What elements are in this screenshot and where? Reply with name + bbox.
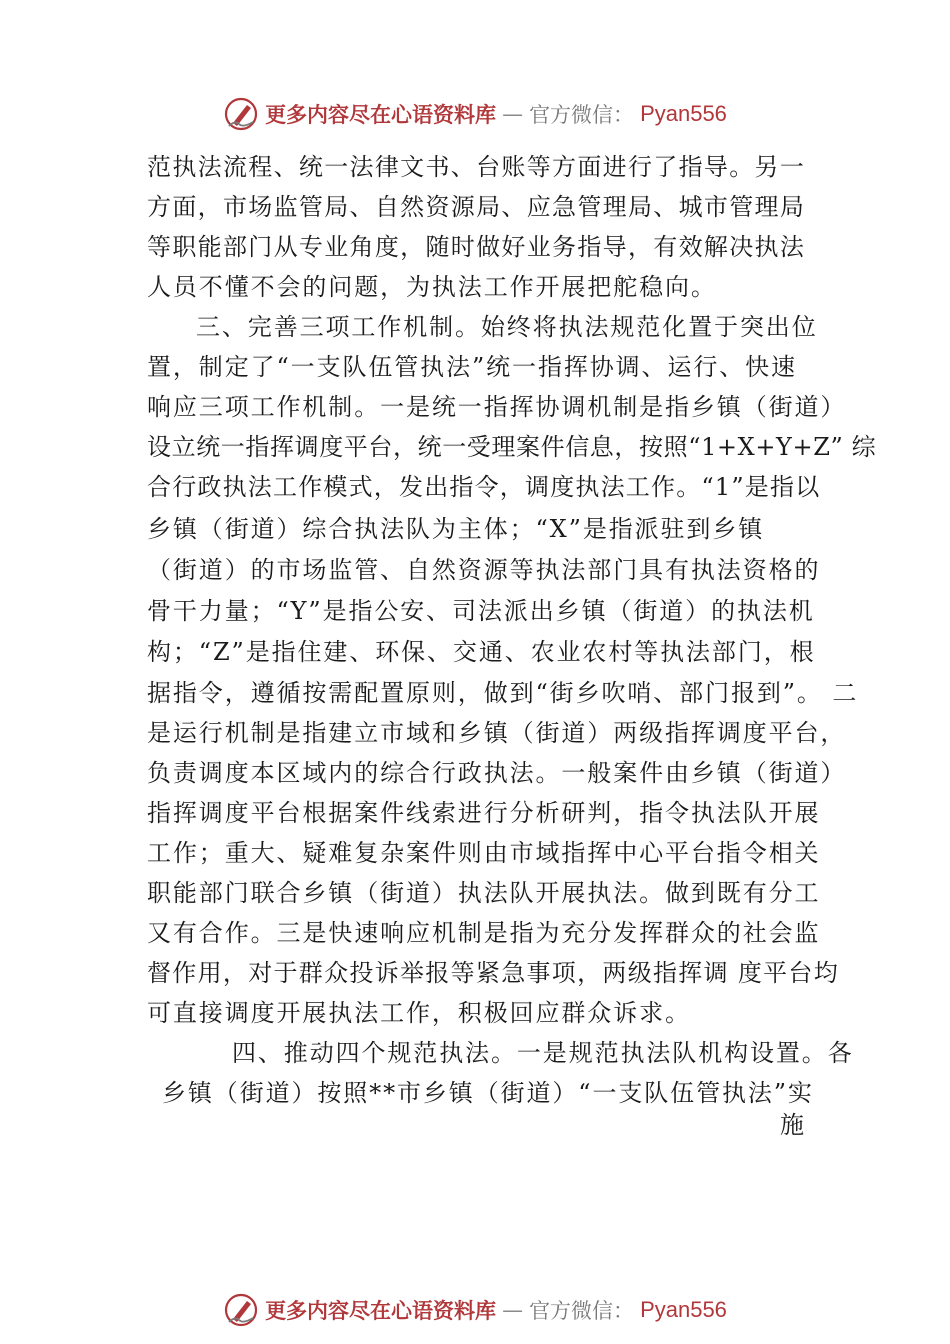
body-line-18: 工作；重大、疑难复杂案件则由市域指挥中心平台指令相关 (147, 839, 821, 867)
body-line-16: 负责调度本区域内的综合行政执法。一般案件由乡镇（街道） (147, 759, 847, 787)
body-line-8: 设立统一指挥调度平台，统一受理案件信息，按照“1+X+Y+Z” 综 (147, 433, 877, 461)
footer-site-text: 更多内容尽在心语资料库 (265, 1298, 497, 1323)
header-wechat-id: Pyan556 (640, 101, 727, 126)
body-line-15: 是运行机制是指建立市域和乡镇（街道）两级指挥调度平台， (147, 719, 847, 747)
body-line-4: 人员不懂不会的问题，为执法工作开展把舵稳向。 (147, 273, 717, 301)
header-dash: — (502, 102, 524, 126)
footer-dash: — (502, 1298, 524, 1322)
header-wechat-label: 官方微信： (529, 103, 635, 127)
body-line-23: 四、推动四个规范执法。一是规范执法队机构设置。各 (232, 1039, 854, 1067)
body-line-7: 响应三项工作机制。一是统一指挥协调机制是指乡镇（街道） (147, 393, 847, 421)
body-line-20: 又有合作。三是快速响应机制是指为充分发挥群众的社会监 (147, 919, 821, 947)
body-line-19: 职能部门联合乡镇（街道）执法队开展执法。做到既有分工 (147, 879, 821, 907)
body-line-12: 骨干力量；“Y”是指公安、司法派出乡镇（街道）的执法机 (147, 597, 815, 625)
body-line-9: 合行政执法工作模式，发出指令，调度执法工作。“1”是指以 (147, 473, 821, 501)
body-line-6: 置，制定了“一支队伍管执法”统一指挥协调、运行、快速 (147, 353, 797, 381)
body-line-3: 等 职 能 部 门 从 专 业 角 度 ， 随 时 做 好 业 务 指 导 ， 有 效 解 决 执 法 (147, 233, 804, 261)
body-line-5: 三、完善三项工作机制。始终将执法规范化置于突出位 (196, 313, 818, 341)
body-line-2: 方 面 ， 市 场 监 管 局 、 自 然 资 源 局 、 应 急 管 理 局 、 城 市 管 理 局 (147, 193, 804, 221)
body-line-24: 乡镇（街道）按照**市乡镇（街道）“一支队伍管执法”实 (162, 1079, 814, 1107)
body-line-13: 构；“Z”是指住建、环保、交通、农业农村等执法部门，根 (147, 638, 816, 666)
header-site-text: 更多内容尽在心语资料库 (265, 102, 497, 127)
body-line-22: 可直接调度开展执法工作，积极回应群众诉求。 (147, 999, 691, 1027)
body-line-10: 乡镇（街道）综合执法队为主体；“X”是指派驻到乡镇 (147, 515, 765, 543)
pen-logo-icon (223, 1292, 259, 1328)
body-line-17: 指挥调度平台根据案件线索进行分析研判，指令执法队开展 (147, 799, 821, 827)
body-line-14: 据指令，遵循按需配置原则，做到“街乡吹哨、部门报到”。 二 (147, 679, 859, 707)
footer-wechat-label: 官方微信： (529, 1299, 635, 1323)
footer-wechat-id: Pyan556 (640, 1297, 727, 1322)
body-line-11: （街道）的市场监管、自然资源等执法部门具有执法资格的 (147, 556, 821, 584)
footer-watermark-banner (0, 1286, 950, 1334)
body-line-21: 督作用，对于群众投诉举报等紧急事项，两级指挥调 度平台均 (147, 959, 840, 987)
body-line-25: 施 (780, 1111, 806, 1139)
body-line-1: 范 执 法 流 程 、 统 一 法 律 文 书 、 台 账 等 方 面 进 行 了 指 导 。 另 一 (147, 153, 804, 181)
